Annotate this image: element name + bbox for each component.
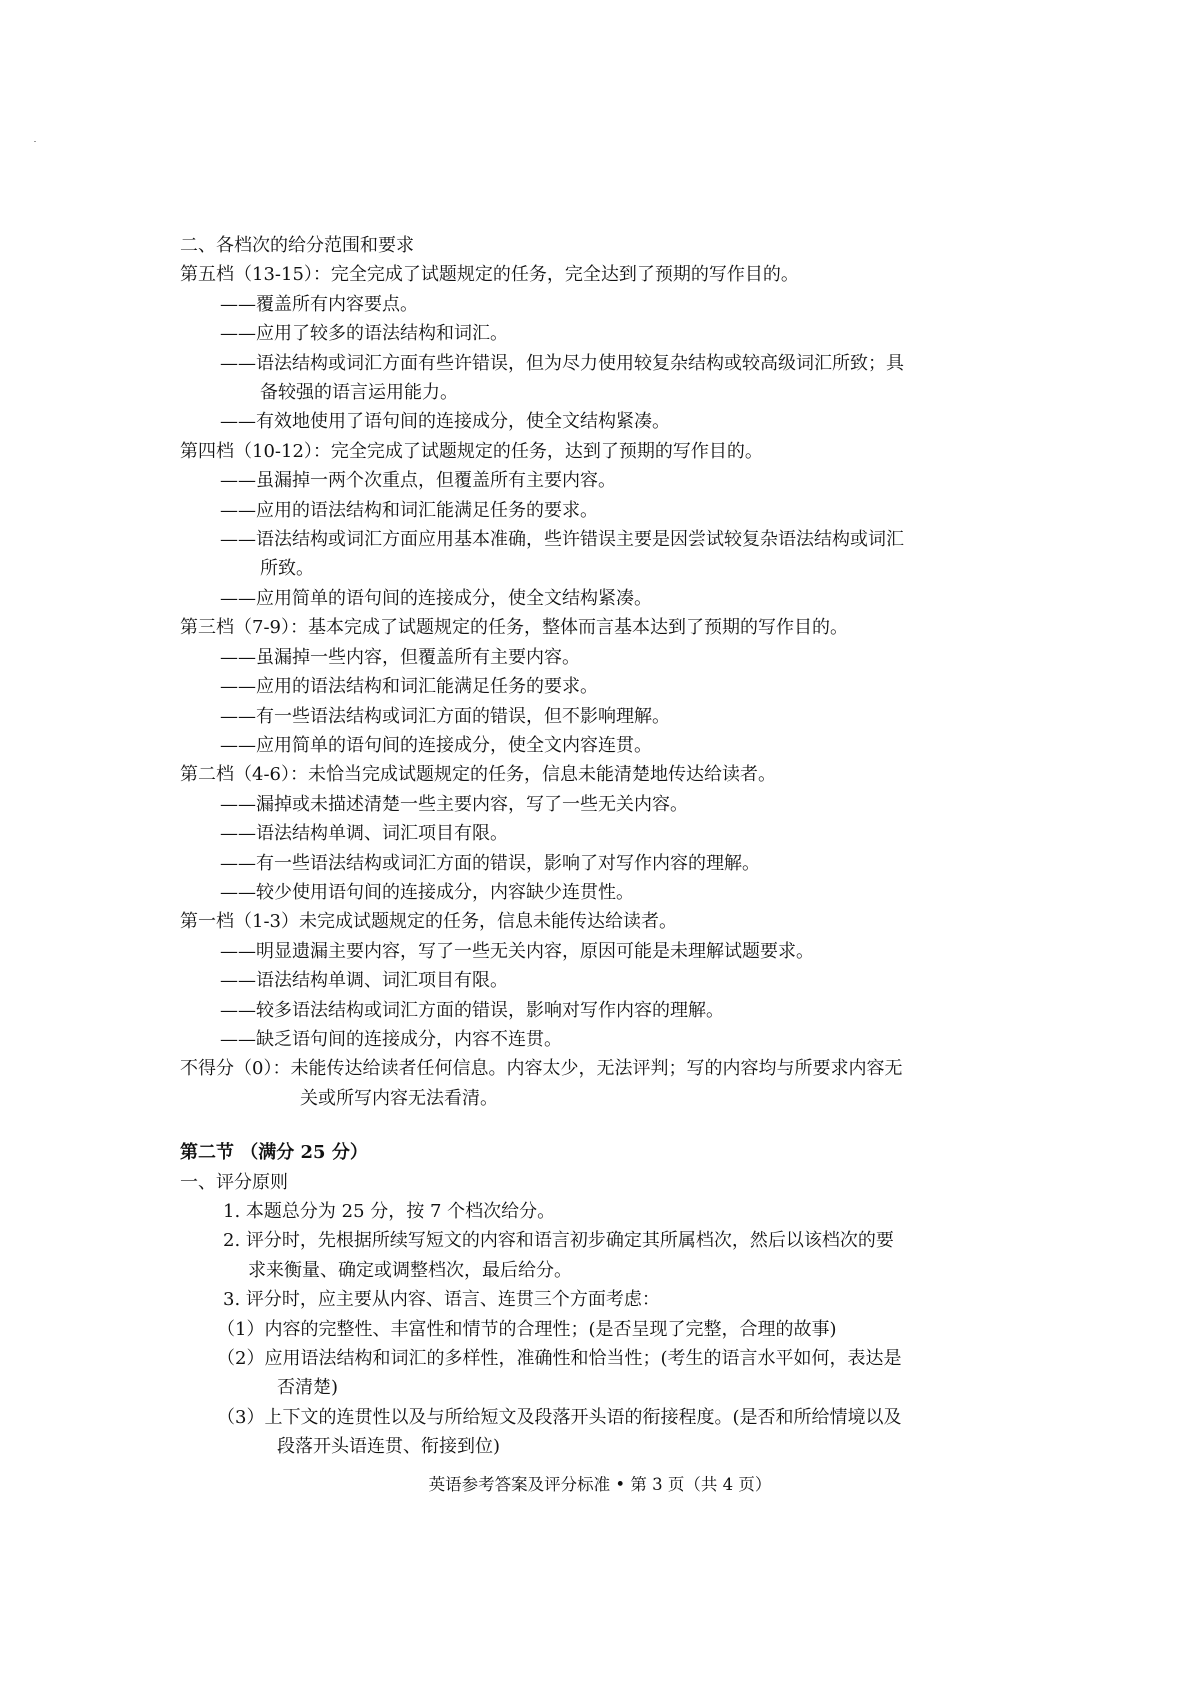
scan-speck: [34, 141, 36, 142]
grade-5-item: ——语法结构或词汇方面有些许错误，但为尽力使用较复杂结构或较高级词汇所致；具: [220, 352, 904, 374]
grade-5-title: 第五档（13-15）：完全完成了试题规定的任务，完全达到了预期的写作目的。: [180, 264, 799, 286]
grade-2-item: ——语法结构单调、词汇项目有限。: [220, 823, 508, 845]
grade-2-item: ——较少使用语句间的连接成分，内容缺少连贯性。: [220, 881, 634, 903]
grade-5-item: ——覆盖所有内容要点。: [220, 293, 418, 315]
grade-1-item: ——缺乏语句间的连接成分，内容不连贯。: [220, 1028, 562, 1050]
grade-0-line-continued: 关或所写内容无法看清。: [300, 1087, 498, 1109]
grade-4-item-continued: 所致。: [260, 558, 314, 580]
page-footer: 英语参考答案及评分标准 • 第 3 页（共 4 页）: [428, 1475, 772, 1494]
grade-0-line: 不得分（0）：未能传达给读者任何信息。内容太少，无法评判；写的内容均与所要求内容无: [180, 1058, 903, 1080]
grade-1-item: ——语法结构单调、词汇项目有限。: [220, 970, 508, 992]
grade-4-item: ——应用简单的语句间的连接成分，使全文结构紧凑。: [220, 587, 652, 609]
grade-2-title: 第二档（4-6）：未恰当完成试题规定的任务，信息未能清楚地传达给读者。: [180, 764, 776, 786]
principle-2-continued: 求来衡量、确定或调整档次，最后给分。: [248, 1259, 572, 1281]
section-heading: 二、各档次的给分范围和要求: [180, 235, 414, 256]
grade-1-title: 第一档（1-3）未完成试题规定的任务，信息未能传达给读者。: [180, 911, 677, 933]
part-2-heading: 第二节 （满分 25 分）: [180, 1142, 368, 1164]
grade-1-item: ——明显遗漏主要内容，写了一些无关内容，原因可能是未理解试题要求。: [220, 940, 814, 962]
criterion-3-continued: 段落开头语连贯、衔接到位): [277, 1436, 501, 1458]
grade-4-item: ——虽漏掉一两个次重点，但覆盖所有主要内容。: [220, 470, 616, 492]
grade-4-item: ——语法结构或词汇方面应用基本准确，些许错误主要是因尝试较复杂语法结构或词汇: [220, 529, 904, 551]
grade-3-title: 第三档（7-9）：基本完成了试题规定的任务，整体而言基本达到了预期的写作目的。: [180, 617, 848, 639]
grade-2-item: ——有一些语法结构或词汇方面的错误，影响了对写作内容的理解。: [220, 852, 760, 874]
grade-3-item: ——应用简单的语句间的连接成分，使全文内容连贯。: [220, 734, 652, 756]
criterion-3: （3）上下文的连贯性以及与所给短文及段落开头语的衔接程度。(是否和所给情境以及: [217, 1406, 902, 1428]
principle-1: 1. 本题总分为 25 分，按 7 个档次给分。: [223, 1201, 556, 1222]
criterion-2-continued: 否清楚): [277, 1377, 339, 1399]
criterion-2: （2）应用语法结构和词汇的多样性，准确性和恰当性；(考生的语言水平如何，表达是: [217, 1348, 902, 1370]
grade-5-item: ——有效地使用了语句间的连接成分，使全文结构紧凑。: [220, 411, 670, 433]
spacer: [180, 1113, 1030, 1138]
grade-5-item: ——应用了较多的语法结构和词汇。: [220, 323, 508, 345]
principles-heading: 一、评分原则: [180, 1171, 288, 1193]
principle-3: 3. 评分时，应主要从内容、语言、连贯三个方面考虑：: [223, 1289, 660, 1311]
criterion-1: （1）内容的完整性、丰富性和情节的合理性；(是否呈现了完整，合理的故事): [217, 1318, 837, 1340]
principle-2: 2. 评分时，先根据所续写短文的内容和语言初步确定其所属档次，然后以该档次的要: [223, 1230, 894, 1252]
grade-3-item: ——虽漏掉一些内容，但覆盖所有主要内容。: [220, 646, 580, 668]
grade-3-item: ——应用的语法结构和词汇能满足任务的要求。: [220, 676, 598, 698]
grade-3-item: ——有一些语法结构或词汇方面的错误，但不影响理解。: [220, 705, 670, 727]
grade-1-item: ——较多语法结构或词汇方面的错误，影响对写作内容的理解。: [220, 999, 724, 1021]
grade-4-title: 第四档（10-12）：完全完成了试题规定的任务，达到了预期的写作目的。: [180, 440, 763, 462]
scoring-content: [180, 231, 1030, 1462]
grade-4-item: ——应用的语法结构和词汇能满足任务的要求。: [220, 499, 598, 521]
grade-2-item: ——漏掉或未描述清楚一些主要内容，写了一些无关内容。: [220, 793, 688, 815]
grade-5-item-continued: 备较强的语言运用能力。: [260, 382, 458, 404]
